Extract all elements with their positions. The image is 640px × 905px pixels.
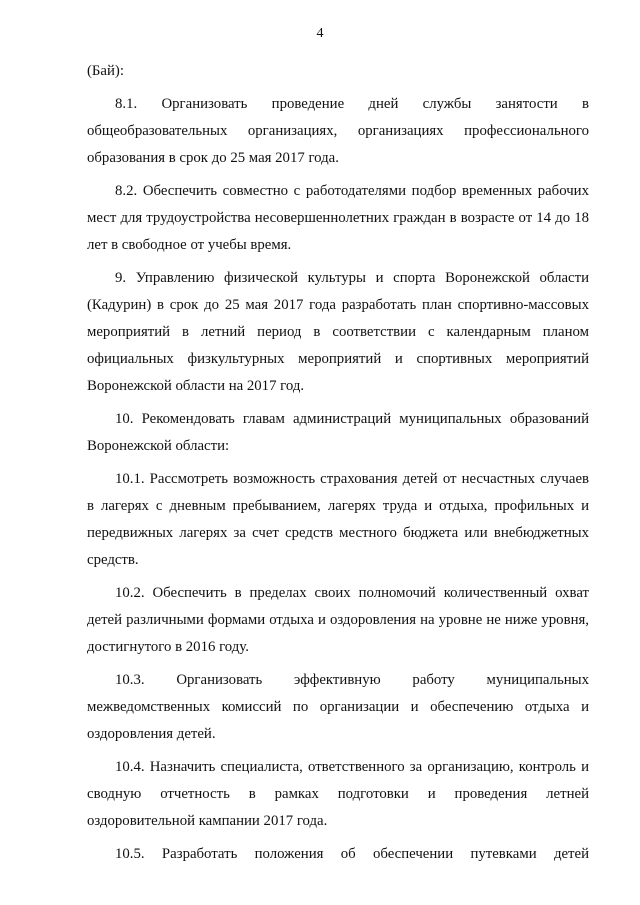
document-body bbox=[87, 58, 589, 874]
paragraph-8-2: 8.2. Обеспечить совместно с работодателями подбор временных рабочих мест для трудоустройства несовершеннолетних граждан в возрасте от 14 до 18 лет в свободное от учебы время. bbox=[87, 183, 589, 253]
paragraph-10-2: 10.2. Обеспечить в пределах своих полномочий количественный охват детей различными формами отдыха и оздоровления на уровне не ниже уровня, достигнутого в 2016 году. bbox=[87, 585, 589, 655]
paragraph-10: 10. Рекомендовать главам администраций муниципальных образований Воронежской области: bbox=[87, 411, 589, 454]
paragraph-9: 9. Управлению физической культуры и спорта Воронежской области (Кадурин) в срок до 25 мая 2017 года разработать план спортивно-массовых мероприятий в летний период в соответствии с календарным планом официальных физкультурных мероприятий и спортивных мероприятий Воронежской области на 2017 год. bbox=[87, 270, 589, 394]
paragraph-10-5: 10.5. Разработать положения об обеспечении путевками детей bbox=[115, 846, 589, 862]
page-number: 4 bbox=[316, 26, 324, 41]
paragraph-8-1: 8.1. Организовать проведение дней службы занятости в общеобразовательных организациях, организациях профессионального образования в срок до 25 мая 2017 года. bbox=[87, 96, 589, 166]
paragraph-10-3: 10.3. Организовать эффективную работу муниципальных межведомственных комиссий по организации и обеспечению отдыха и оздоровления детей. bbox=[87, 672, 589, 742]
paragraph-10-1: 10.1. Рассмотреть возможность страхования детей от несчастных случаев в лагерях с дневным пребыванием, лагерях труда и отдыха, профильных и передвижных лагерях за счет средств местного бюджета или внебюджетных средств. bbox=[87, 471, 589, 568]
paragraph-10-4: 10.4. Назначить специалиста, ответственного за организацию, контроль и сводную отчетность в рамках подготовки и проведения летней оздоровительной кампании 2017 года. bbox=[87, 759, 589, 829]
paragraph-continuation: (Бай): bbox=[87, 63, 124, 79]
